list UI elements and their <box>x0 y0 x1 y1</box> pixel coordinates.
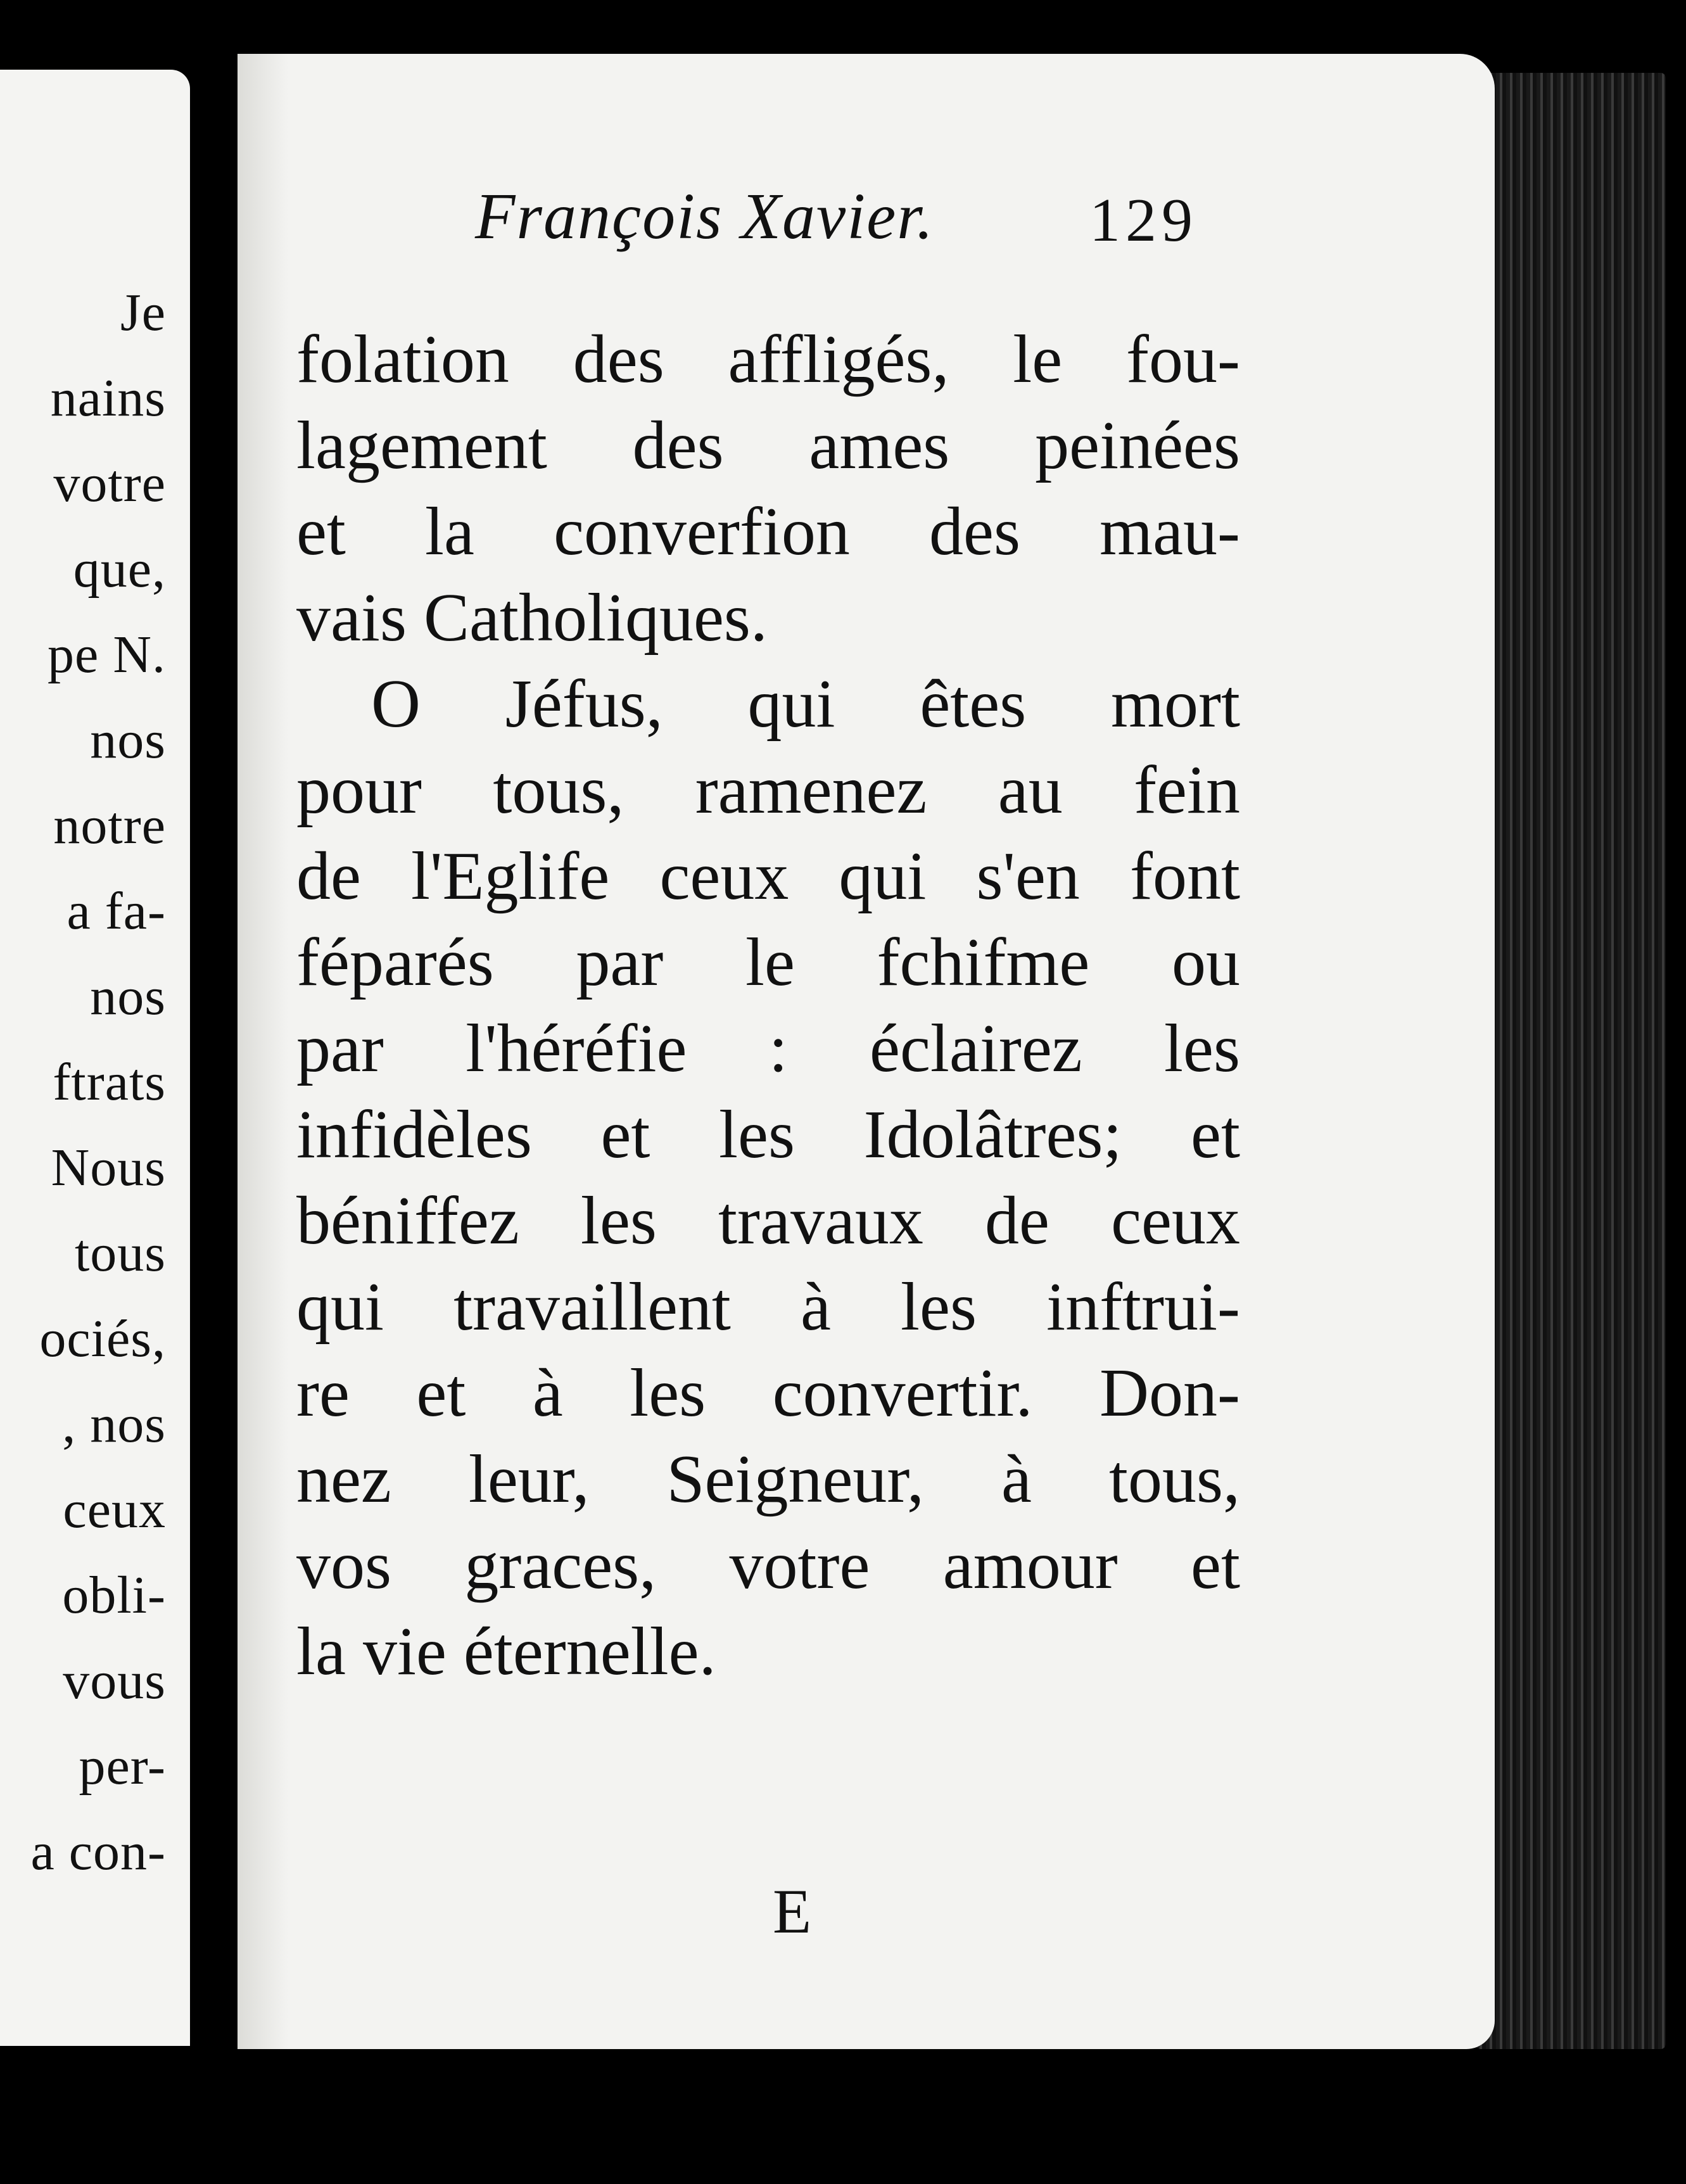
left-line: ftrats <box>53 1053 166 1112</box>
left-line: ceux <box>63 1480 166 1539</box>
left-line: que, <box>73 540 166 599</box>
text-line: vos graces, votre amour et <box>296 1528 1240 1603</box>
book-page-edges <box>1476 73 1666 2049</box>
left-line: tous <box>74 1224 166 1283</box>
text-line: béniffez les travaux de ceux <box>296 1183 1240 1259</box>
left-line: nos <box>90 967 166 1026</box>
text-line: la vie éternelle. <box>296 1614 716 1689</box>
text-line: qui travaillent à les inftrui- <box>296 1269 1240 1345</box>
left-line: Je <box>120 283 166 342</box>
running-head: François Xavier. <box>475 180 935 253</box>
left-line: obli- <box>62 1566 166 1625</box>
text-line: folation des affligés, le fou- <box>296 322 1240 397</box>
text-line: infidèles et les Idolâtres; et <box>296 1097 1240 1172</box>
left-line: , nos <box>62 1395 166 1454</box>
text-line: par l'héréfie : éclairez les <box>296 1011 1240 1086</box>
left-line: a fa- <box>67 882 166 941</box>
text-line: re et à les convertir. Don- <box>296 1355 1240 1431</box>
text-line: vais Catholiques. <box>296 580 768 656</box>
text-line: lagement des ames peinées <box>296 408 1240 483</box>
left-line: votre <box>53 454 166 513</box>
page-number: 129 <box>1089 186 1198 255</box>
text-line: pour tous, ramenez au fein <box>296 752 1240 828</box>
text-line: de l'Eglife ceux qui s'en font <box>296 839 1240 914</box>
gutter-shadow <box>238 54 288 2049</box>
left-line: a con- <box>30 1822 166 1881</box>
text-line: et la converfion des mau- <box>296 494 1240 569</box>
signature-mark: E <box>773 1876 812 1946</box>
left-page <box>0 70 190 2046</box>
text-line: nez leur, Seigneur, à tous, <box>296 1442 1240 1517</box>
left-line: ociés, <box>39 1309 166 1368</box>
body-text <box>296 317 1240 1695</box>
text-line: féparés par le fchifme ou <box>296 925 1240 1000</box>
left-line: pe N. <box>48 625 166 684</box>
left-line: nos <box>90 711 166 770</box>
left-line: Nous <box>51 1138 166 1197</box>
left-line: vous <box>63 1651 166 1710</box>
left-line: per- <box>79 1737 166 1796</box>
text-line: O Jéfus, qui êtes mort <box>371 666 1240 742</box>
left-line: notre <box>53 796 166 855</box>
left-line: nains <box>50 369 166 428</box>
